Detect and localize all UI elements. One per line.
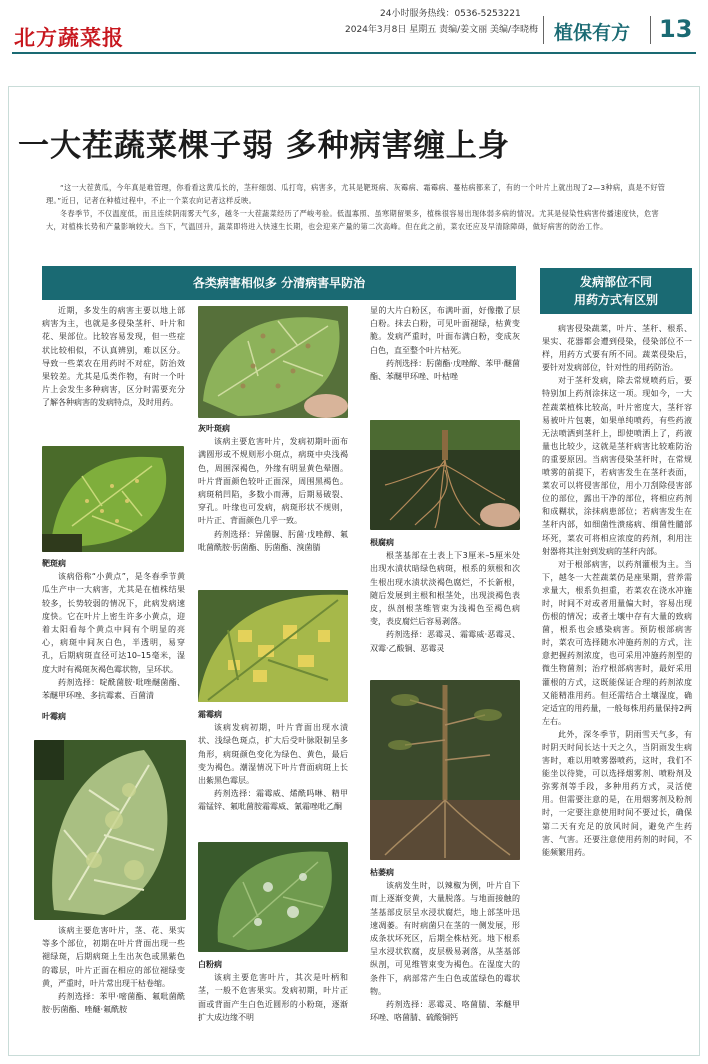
subhead-banner: 各类病害相似多 分清病害早防治	[42, 266, 516, 300]
newspaper-logo: 北方蔬菜报	[14, 25, 124, 50]
drug-selection: 药剂选择：恶霉灵、霜霉威·恶霉灵、双霉·乙酸铜、恶霉灵	[370, 630, 520, 653]
col1-target-spot	[42, 555, 185, 723]
subhead-banner-right	[540, 268, 692, 314]
dateline: 2024年3月8日 星期五 责编/姜文丽 美编/李晓梅	[345, 25, 539, 35]
drug-selection: 药剂选择：恶霉灵、咯菌腈、苯醚甲环唑、咯菌腈、硫酸铜钙	[370, 1000, 520, 1023]
col3-fusarium-wilt	[370, 864, 520, 1024]
body-paragraph: 该病主要危害叶片，发病初期叶面布满圆形或不规则形小斑点，病斑中央浅褐色，周围深褐色，外缘有明显黄色晕圈。叶片背面颜色较叶正面深，周围黑褐色。病斑稍凹陷，多数小而薄，后期易破裂、穿孔。叶缘也可发病，病斑形状不规则，叶片正、背面颜色几乎一致。	[198, 437, 348, 526]
banner-line: 发病部位不同	[579, 275, 652, 289]
col2-powdery-mildew	[198, 956, 348, 1024]
col1-intro	[42, 304, 185, 410]
body-paragraph: 病害侵染蔬菜，叶片、茎秆、根系、果实、花器都会遭到侵染，侵染部位不一样，用药方式要有所不同。蔬菜侵染后，要针对发病部位，针对性的用药防治。	[542, 324, 692, 373]
section-name: 植保有方	[554, 22, 631, 44]
body-paragraph: 对于茎秆发病，除去常规喷药后，要特别加上药剂涂抹这一项。现如今，一大茬蔬菜植株比较高，叶片密度大，茎秆容易被叶片包裹，如果单纯喷药，有些药液无法喷洒到茎秆上，即使喷洒上了，药液量也比较少，这就是茎秆病害比较难防治的重要原因。当病害侵染茎秆时，在常规喷雾的前提下，若病害发生在茎秆表面，菜农可以将侵害部位，用小刀刮除侵害部位的部位，露出干净的部位，将相应药剂和成糊状，涂抹病患部位；若病害发生在茎秆内部，如细菌性溃疡病、细菌性髓部坏死，菜农可将相应浓度的药剂，利用注射器将其注射到发病的茎秆内部。	[542, 376, 692, 556]
headline: 一大茬蔬菜棵子弱 多种病害缠上身	[18, 128, 510, 164]
col1-leaf-mold	[42, 924, 185, 1016]
disease-caption: 靶斑病	[42, 559, 66, 568]
disease-caption: 霜霉病	[198, 710, 222, 719]
drug-selection: 药剂选择：啶酰菌胺·吡唑醚菌酯、苯醚甲环唑、多抗霉素、百菌清	[42, 677, 185, 701]
drug-selection: 药剂选择：苯甲·嘧菌酯、氟吡菌酰胺·肟菌酯、唑醚·氟酰胺	[42, 992, 185, 1015]
photo-gray-leaf-spot	[198, 306, 348, 418]
lead-paragraph: 冬春季节，不仅温度低，而且连续阴雨雾天气多，越冬一大茬蔬菜经历了严峻考验。低温寡照、虽寒期留果多，植株很容易出现体弱多病的情况。尤其是侵染性病害传播速度快，危害大，对植株长势和产量影响较大。当下，气温回升，蔬菜即将进入快速生长期，也会迎来产量的第二次高峰。但在此之前，菜农还应及早清除障碍，做好病害的防治工作。	[46, 209, 660, 231]
divider	[543, 16, 544, 44]
page-number: 13	[659, 15, 693, 43]
col3-powdery-cont	[370, 304, 520, 383]
masthead-rule	[12, 52, 696, 54]
photo-leaf-mold	[34, 740, 186, 920]
body-paragraph: 该病发病初期，叶片背面出现水渍状、浅绿色斑点，扩大后受叶脉限制呈多角形，病斑颜色变化为绿色、黄色，最后变为褐色。潮湿情况下叶片背面病斑上长出紫黑色霉层。	[198, 723, 348, 786]
col3-root-rot	[370, 534, 520, 655]
hotline: 24小时服务热线：0536-5253221	[380, 9, 521, 19]
lead-paragraph: “这一大茬黄瓜，今年真是难管理，你看看这黄瓜长的，茎秆细弱、瓜打弯，病害多，尤其是靶斑病、灰霉病、霜霉病、蔓枯病都来了，有的一个叶片上就出现了2—3种病，真是不好管理。”近日，记者在种植过程中，不止一个菜农向记者这样反映。	[46, 183, 666, 205]
col4-body	[542, 322, 692, 859]
drug-selection: 药剂选择：霜霉威、烯酰吗啉、精甲霜锰锌、氟吡菌胺霜霉威、氰霜唑吡乙酮	[198, 789, 348, 812]
col2-gray-leaf-spot	[198, 420, 348, 554]
disease-caption: 灰叶斑病	[198, 424, 230, 433]
photo-powdery-mildew	[198, 842, 348, 952]
body-paragraph: 近期，多发生的病害主要以地上部病害为主，也就是多侵染茎秆、叶片和花、果部位。比较容易发现，但一些症状比较相似，不认真辨别，难以区分。导致一些菜农在用药时不对症，防治效果较差。尤其是瓜类作物，有时一个叶片上会发生多种病害，区分时需要充分了解各种病害的发病特点，及时用药。	[42, 306, 185, 408]
photo-downy-mildew	[198, 590, 348, 702]
masthead	[0, 0, 708, 58]
drug-selection: 药剂选择：异菌脲、肟菌·戊唑醇、氟吡菌酰胺·肟菌酯、肟菌酯、溴菌腈	[198, 529, 348, 552]
body-paragraph: 此外，深冬季节，阴雨雪天气多，有时阴天时间长达十天之久，当阴雨发生病害时，难以用喷雾器喷药，这时，我们不能坐以待毙，可以选择烟雾剂、喷粉剂及弥雾剂等手段，多种用药方式，灵活使用。但需要注意的是，在用烟雾剂及粉剂时，一定要注意使用时间不要过长，确保第二天有充足的放风时间，避免产生药害、气害。还要注意使用药剂的时间，不能频繁用药。	[542, 729, 692, 857]
photo-target-spot	[42, 446, 184, 552]
disease-caption: 枯萎病	[370, 868, 394, 877]
body-paragraph: 该病主要危害叶片，其次是叶柄和茎，一般不危害果实。发病初期，叶片正面或背面产生白色近圆形的小粉斑，逐渐扩大成边缘不明	[198, 973, 348, 1022]
body-paragraph: 根茎基部在土表上下3厘米–5厘米处出现水渍状暗绿色病斑，根系的须根和次生根出现水渍状淡褐色腐烂，不长新根，随后发展到主根和根茎处，出现淡褐色表皮，纵剖根茎维管束为浅褐色至褐色病变，表皮腐烂后容易剥落。	[370, 551, 520, 627]
col2-downy-mildew	[198, 706, 348, 814]
disease-caption: 叶霉病	[42, 712, 66, 722]
disease-caption: 根腐病	[370, 538, 394, 547]
photo-fusarium-wilt	[370, 680, 520, 860]
body-paragraph: 该病主要危害叶片，茎、花、果实等多个部位，初期在叶片背面出现一些褪绿斑，后期病斑上生出灰色或黑紫色的霉层，叶片正面在相应的部位褪绿变黄，严重时，叶片常出现干枯卷缩。	[42, 926, 185, 988]
divider	[650, 16, 651, 44]
body-paragraph: 该病俗称“小黄点”，是冬春季节黄瓜生产中一大病害，尤其是在植株结果较多，长势较弱的情况下，此病发病速度快。它在叶片上密生许多小黄点，迎着太阳看每个黄点中间有个明显的亮心，病斑中间灰白色，半透明，易穿孔，后期病斑直径可达10–15毫米，湿度大时有褐斑灰褐色霉状物，呈环状。	[42, 572, 185, 674]
disease-caption: 白粉病	[198, 960, 222, 969]
body-paragraph: 对于根部病害，以药剂灌根为主。当下，越冬一大茬蔬菜仍是座果期，营养需求量大，根系负担重，若菜农在浇水冲施时，时间不对或者用量偏大时，容易出现伤根的情况；或者土壤中存有大量的致病菌，根系也会感染病害。预防根部病害时，菜农可选择随水冲施药剂的方式，注意把握药剂浓度，也可采用冲施药剂型的微生物菌剂；治疗根部病害时，最好采用灌根的方式，这既能保证合理的药剂浓度又能精准用药。但还需结合土壤湿度，确定适宜的用药量，一般每株用药量保持2两左右。	[542, 559, 692, 726]
body-paragraph: 显的大片白粉区，布满叶面，好像撒了层白粉。抹去白粉，可见叶面褪绿，枯黄变脆。发病严重时，叶面布满白粉，变成灰白色，直至整个叶片枯死。	[370, 306, 520, 355]
lead-paragraphs	[46, 182, 672, 234]
banner-line: 用药方式有区别	[573, 293, 658, 307]
body-paragraph: 该病发生时，以辣椒为例，叶片自下而上逐渐变黄，大量脱落。与地面接触的茎基部皮层呈水浸状腐烂，地上部茎叶迅速凋萎。有时病菌只在茎的一侧发展，形成条状坏死区，后期全株枯死。地下根系呈水浸状软腐，皮层极易剥落，从茎基部纵剖，可见维管束变为褐色。在湿度大的条件下，病部常产生白色或蓝绿色的霉状物。	[370, 881, 520, 996]
drug-selection: 药剂选择：肟菌酯·戊唑醇、苯甲·醚菌酯、苯醚甲环唑、叶枯唑	[370, 358, 520, 382]
photo-root-rot	[370, 420, 520, 530]
